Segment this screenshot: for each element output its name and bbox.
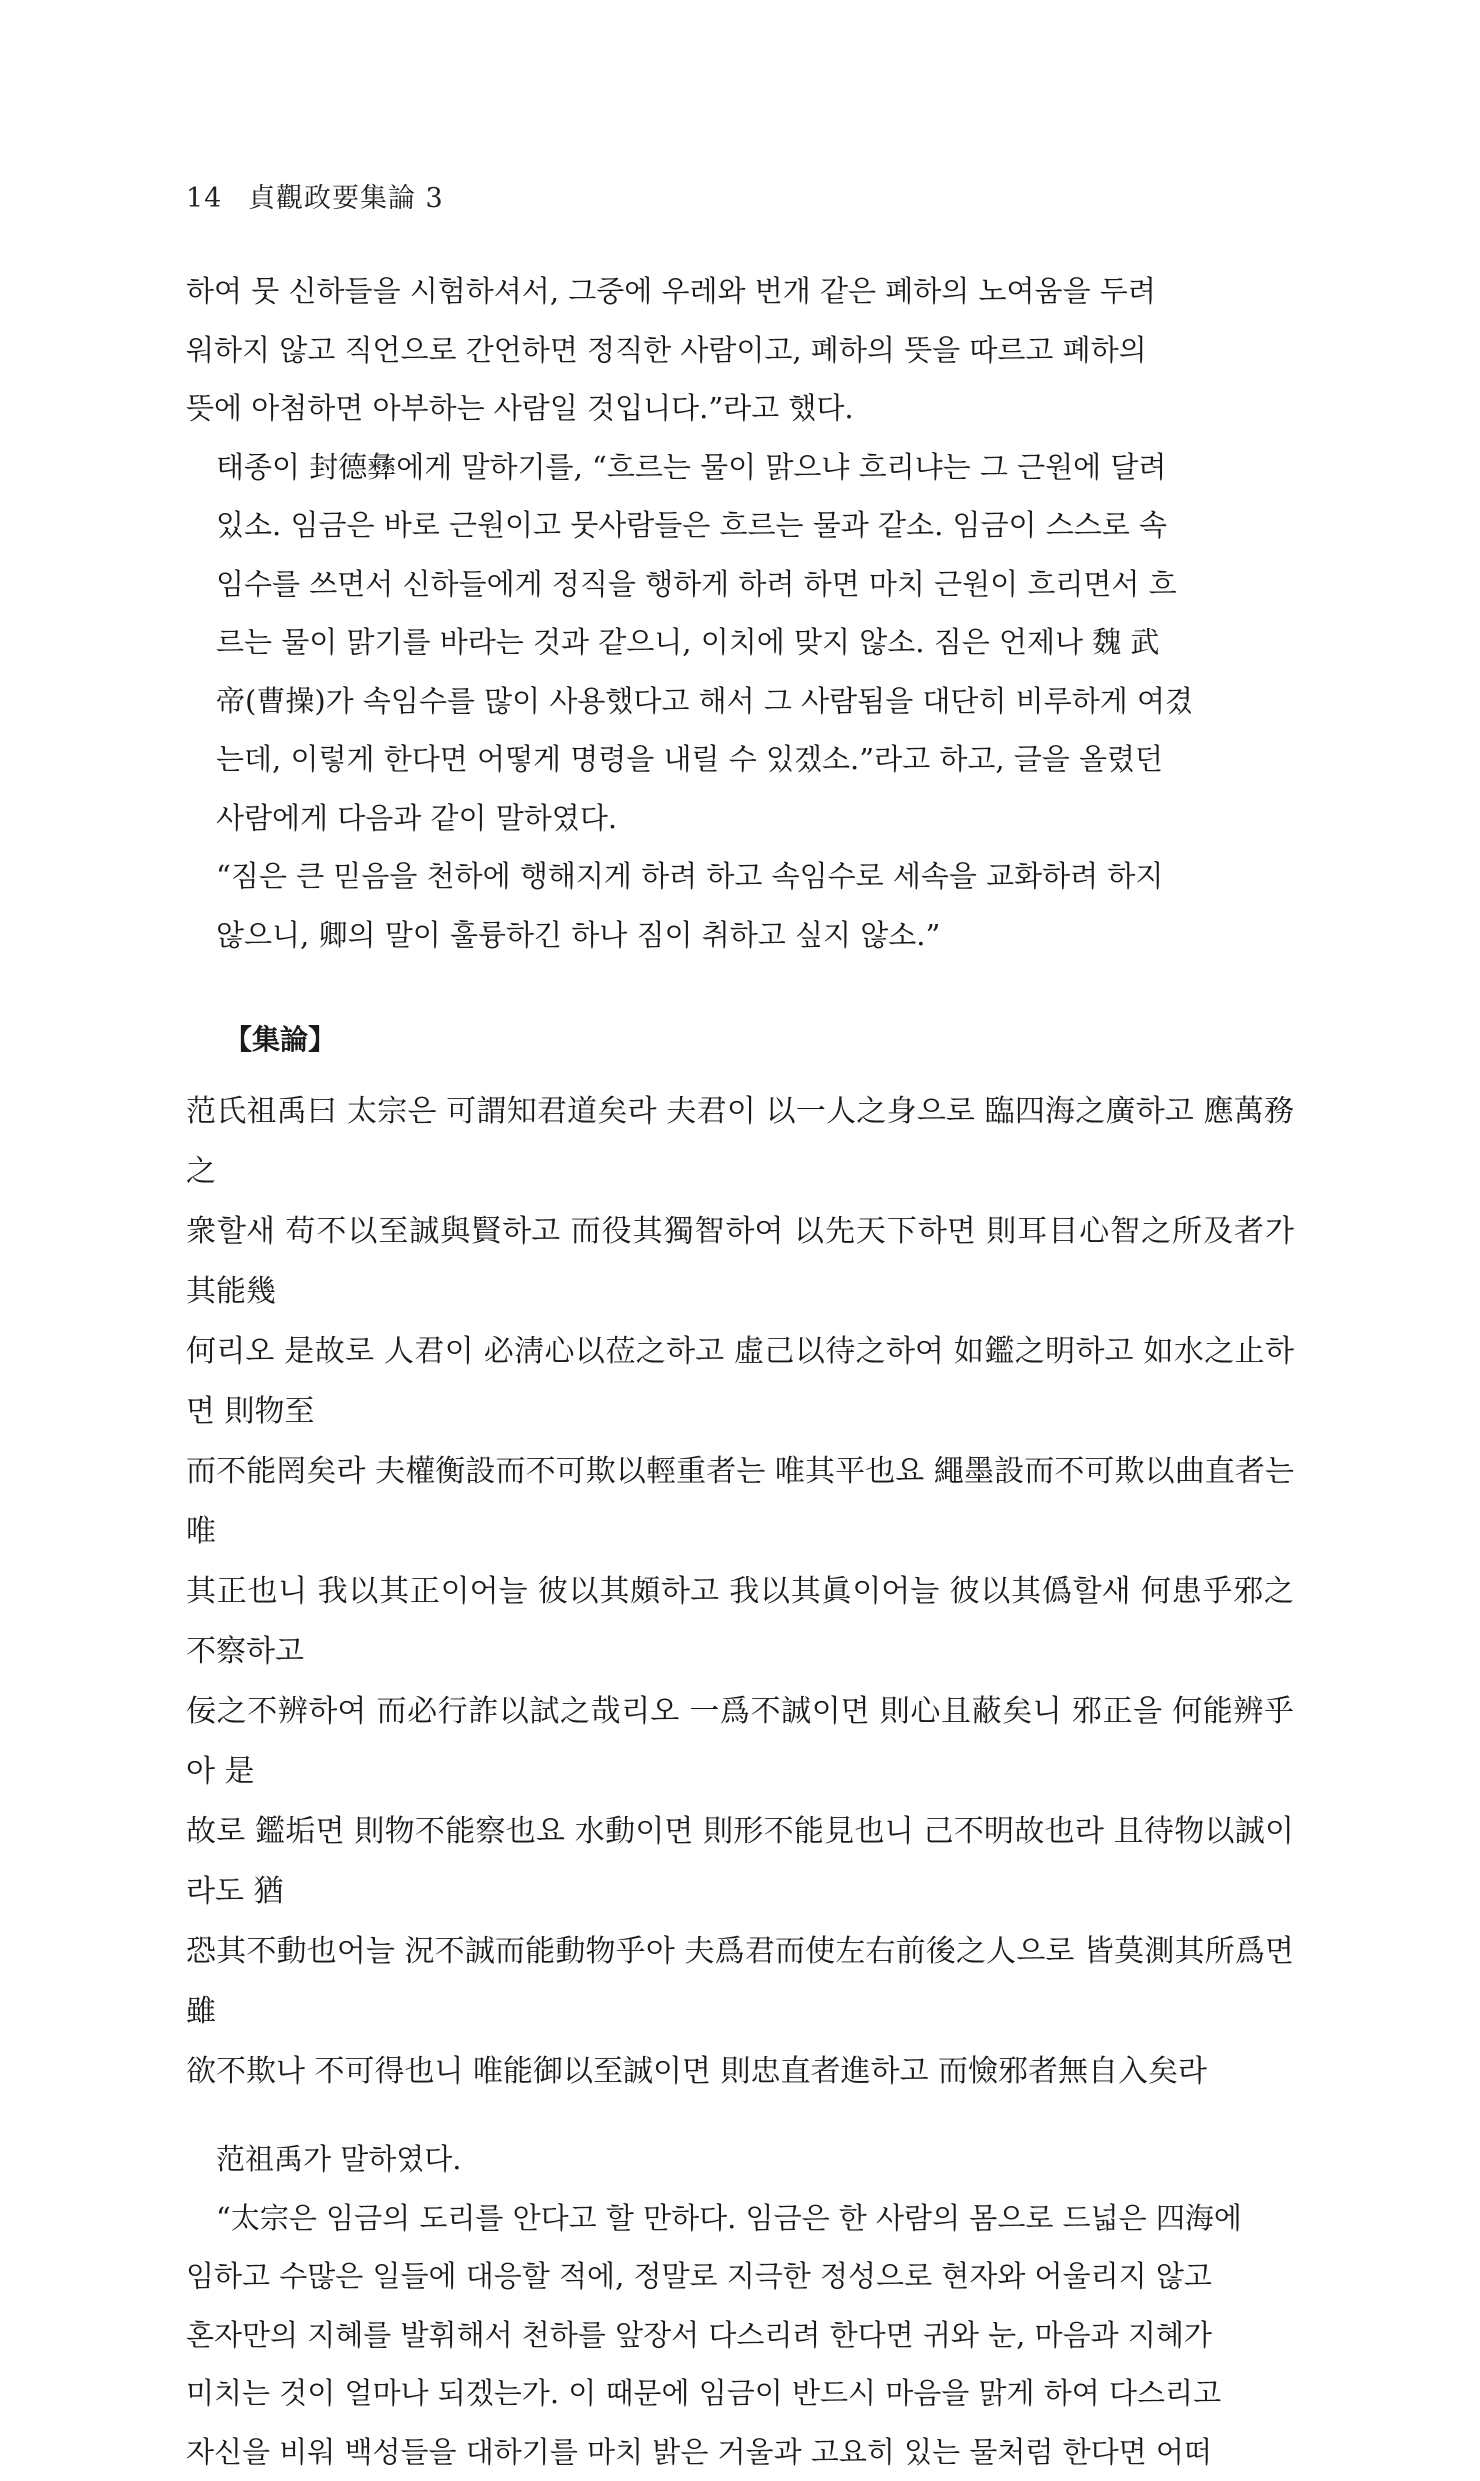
hanmun-line: 欲不欺나 不可得也니 唯能御以至誠이면 則忠直者進하고 而憸邪者無自入矣라 bbox=[186, 2042, 1294, 2102]
page-number: 14 bbox=[186, 183, 222, 214]
spacer bbox=[186, 964, 1294, 1020]
text-line: 있소. 임금은 바로 근원이고 뭇사람들은 흐르는 물과 같소. 임금이 스스로 속 bbox=[186, 496, 1294, 555]
text-line: 하여 뭇 신하들을 시험하셔서, 그중에 우레와 번개 같은 폐하의 노여움을 두려 bbox=[186, 262, 1294, 321]
translation-text bbox=[186, 2189, 1294, 2481]
paragraph-taizong-speech bbox=[186, 438, 1294, 848]
text-line: “太宗은 임금의 도리를 안다고 할 만하다. 임금은 한 사람의 몸으로 드넓은 四海에 bbox=[186, 2189, 1294, 2248]
text-line: 않으니, 卿의 말이 훌륭하긴 하나 짐이 취하고 싶지 않소.” bbox=[186, 906, 1294, 965]
paragraph-quote bbox=[186, 847, 1294, 964]
hanmun-line: 何리오 是故로 人君이 必淸心以莅之하고 虛己以待之하여 如鑑之明하고 如水之止하면 則物至 bbox=[186, 1322, 1294, 1442]
translation-intro: 范祖禹가 말하였다. bbox=[186, 2130, 1294, 2189]
text-line: 사람에게 다음과 같이 말하였다. bbox=[186, 789, 1294, 848]
text-line: 는데, 이렇게 한다면 어떻게 명령을 내릴 수 있겠소.”라고 하고, 글을 올렸던 bbox=[186, 730, 1294, 789]
book-title: 貞觀政要集論 3 bbox=[248, 183, 444, 214]
spacer bbox=[186, 1060, 1294, 1082]
hanmun-line: 范氏祖禹曰 太宗은 可謂知君道矣라 夫君이 以一人之身으로 臨四海之廣하고 應萬務之 bbox=[186, 1082, 1294, 1202]
text-line: 미치는 것이 얼마나 되겠는가. 이 때문에 임금이 반드시 마음을 맑게 하여 다스리고 bbox=[186, 2364, 1294, 2423]
hanmun-line: 恐其不動也어늘 況不誠而能動物乎아 夫爲君而使左右前後之人으로 皆莫測其所爲면 雖 bbox=[186, 1922, 1294, 2042]
text-line: 帝(曹操)가 속임수를 많이 사용했다고 해서 그 사람됨을 대단히 비루하게 여겼 bbox=[186, 672, 1294, 731]
text-line: 뜻에 아첨하면 아부하는 사람일 것입니다.”라고 했다. bbox=[186, 379, 1294, 438]
hanmun-line: 衆할새 苟不以至誠與賢하고 而役其獨智하여 以先天下하면 則耳目心智之所及者가 其能幾 bbox=[186, 1202, 1294, 1322]
text-line: “짐은 큰 믿음을 천하에 행해지게 하려 하고 속임수로 세속을 교화하려 하지 bbox=[186, 847, 1294, 906]
running-header bbox=[186, 176, 444, 215]
hanmun-line: 而不能罔矣라 夫權衡設而不可欺以輕重者는 唯其平也요 繩墨設而不可欺以曲直者는 唯 bbox=[186, 1442, 1294, 1562]
section-heading-jiplon: 【集論】 bbox=[186, 1020, 1294, 1060]
text-line: 워하지 않고 직언으로 간언하면 정직한 사람이고, 폐하의 뜻을 따르고 폐하의 bbox=[186, 321, 1294, 380]
hanmun-line: 其正也니 我以其正이어늘 彼以其頗하고 我以其眞이어늘 彼以其僞할새 何患乎邪之不察하고 bbox=[186, 1562, 1294, 1682]
hanmun-commentary bbox=[186, 1082, 1294, 2102]
page-content bbox=[186, 262, 1294, 2481]
hanmun-line: 故로 鑑垢면 則物不能察也요 水動이면 則形不能見也니 己不明故也라 且待物以誠이라도 猶 bbox=[186, 1802, 1294, 1922]
text-line: 임수를 쓰면서 신하들에게 정직을 행하게 하려 하면 마치 근원이 흐리면서 흐 bbox=[186, 555, 1294, 614]
spacer bbox=[186, 2102, 1294, 2130]
paragraph-continued bbox=[186, 262, 1294, 438]
text-line: 임하고 수많은 일들에 대응할 적에, 정말로 지극한 정성으로 현자와 어울리지 않고 bbox=[186, 2247, 1294, 2306]
text-line: 태종이 封德彝에게 말하기를, “흐르는 물이 맑으냐 흐리냐는 그 근원에 달려 bbox=[186, 438, 1294, 497]
text-line: 르는 물이 맑기를 바라는 것과 같으니, 이치에 맞지 않소. 짐은 언제나 魏 武 bbox=[186, 613, 1294, 672]
text-line: 자신을 비워 백성들을 대하기를 마치 밝은 거울과 고요히 있는 물처럼 한다면 어떠 bbox=[186, 2423, 1294, 2481]
hanmun-line: 佞之不辨하여 而必行詐以試之哉리오 一爲不誠이면 則心且蔽矣니 邪正을 何能辨乎아 是 bbox=[186, 1682, 1294, 1802]
text-line: 혼자만의 지혜를 발휘해서 천하를 앞장서 다스리려 한다면 귀와 눈, 마음과 지혜가 bbox=[186, 2306, 1294, 2365]
